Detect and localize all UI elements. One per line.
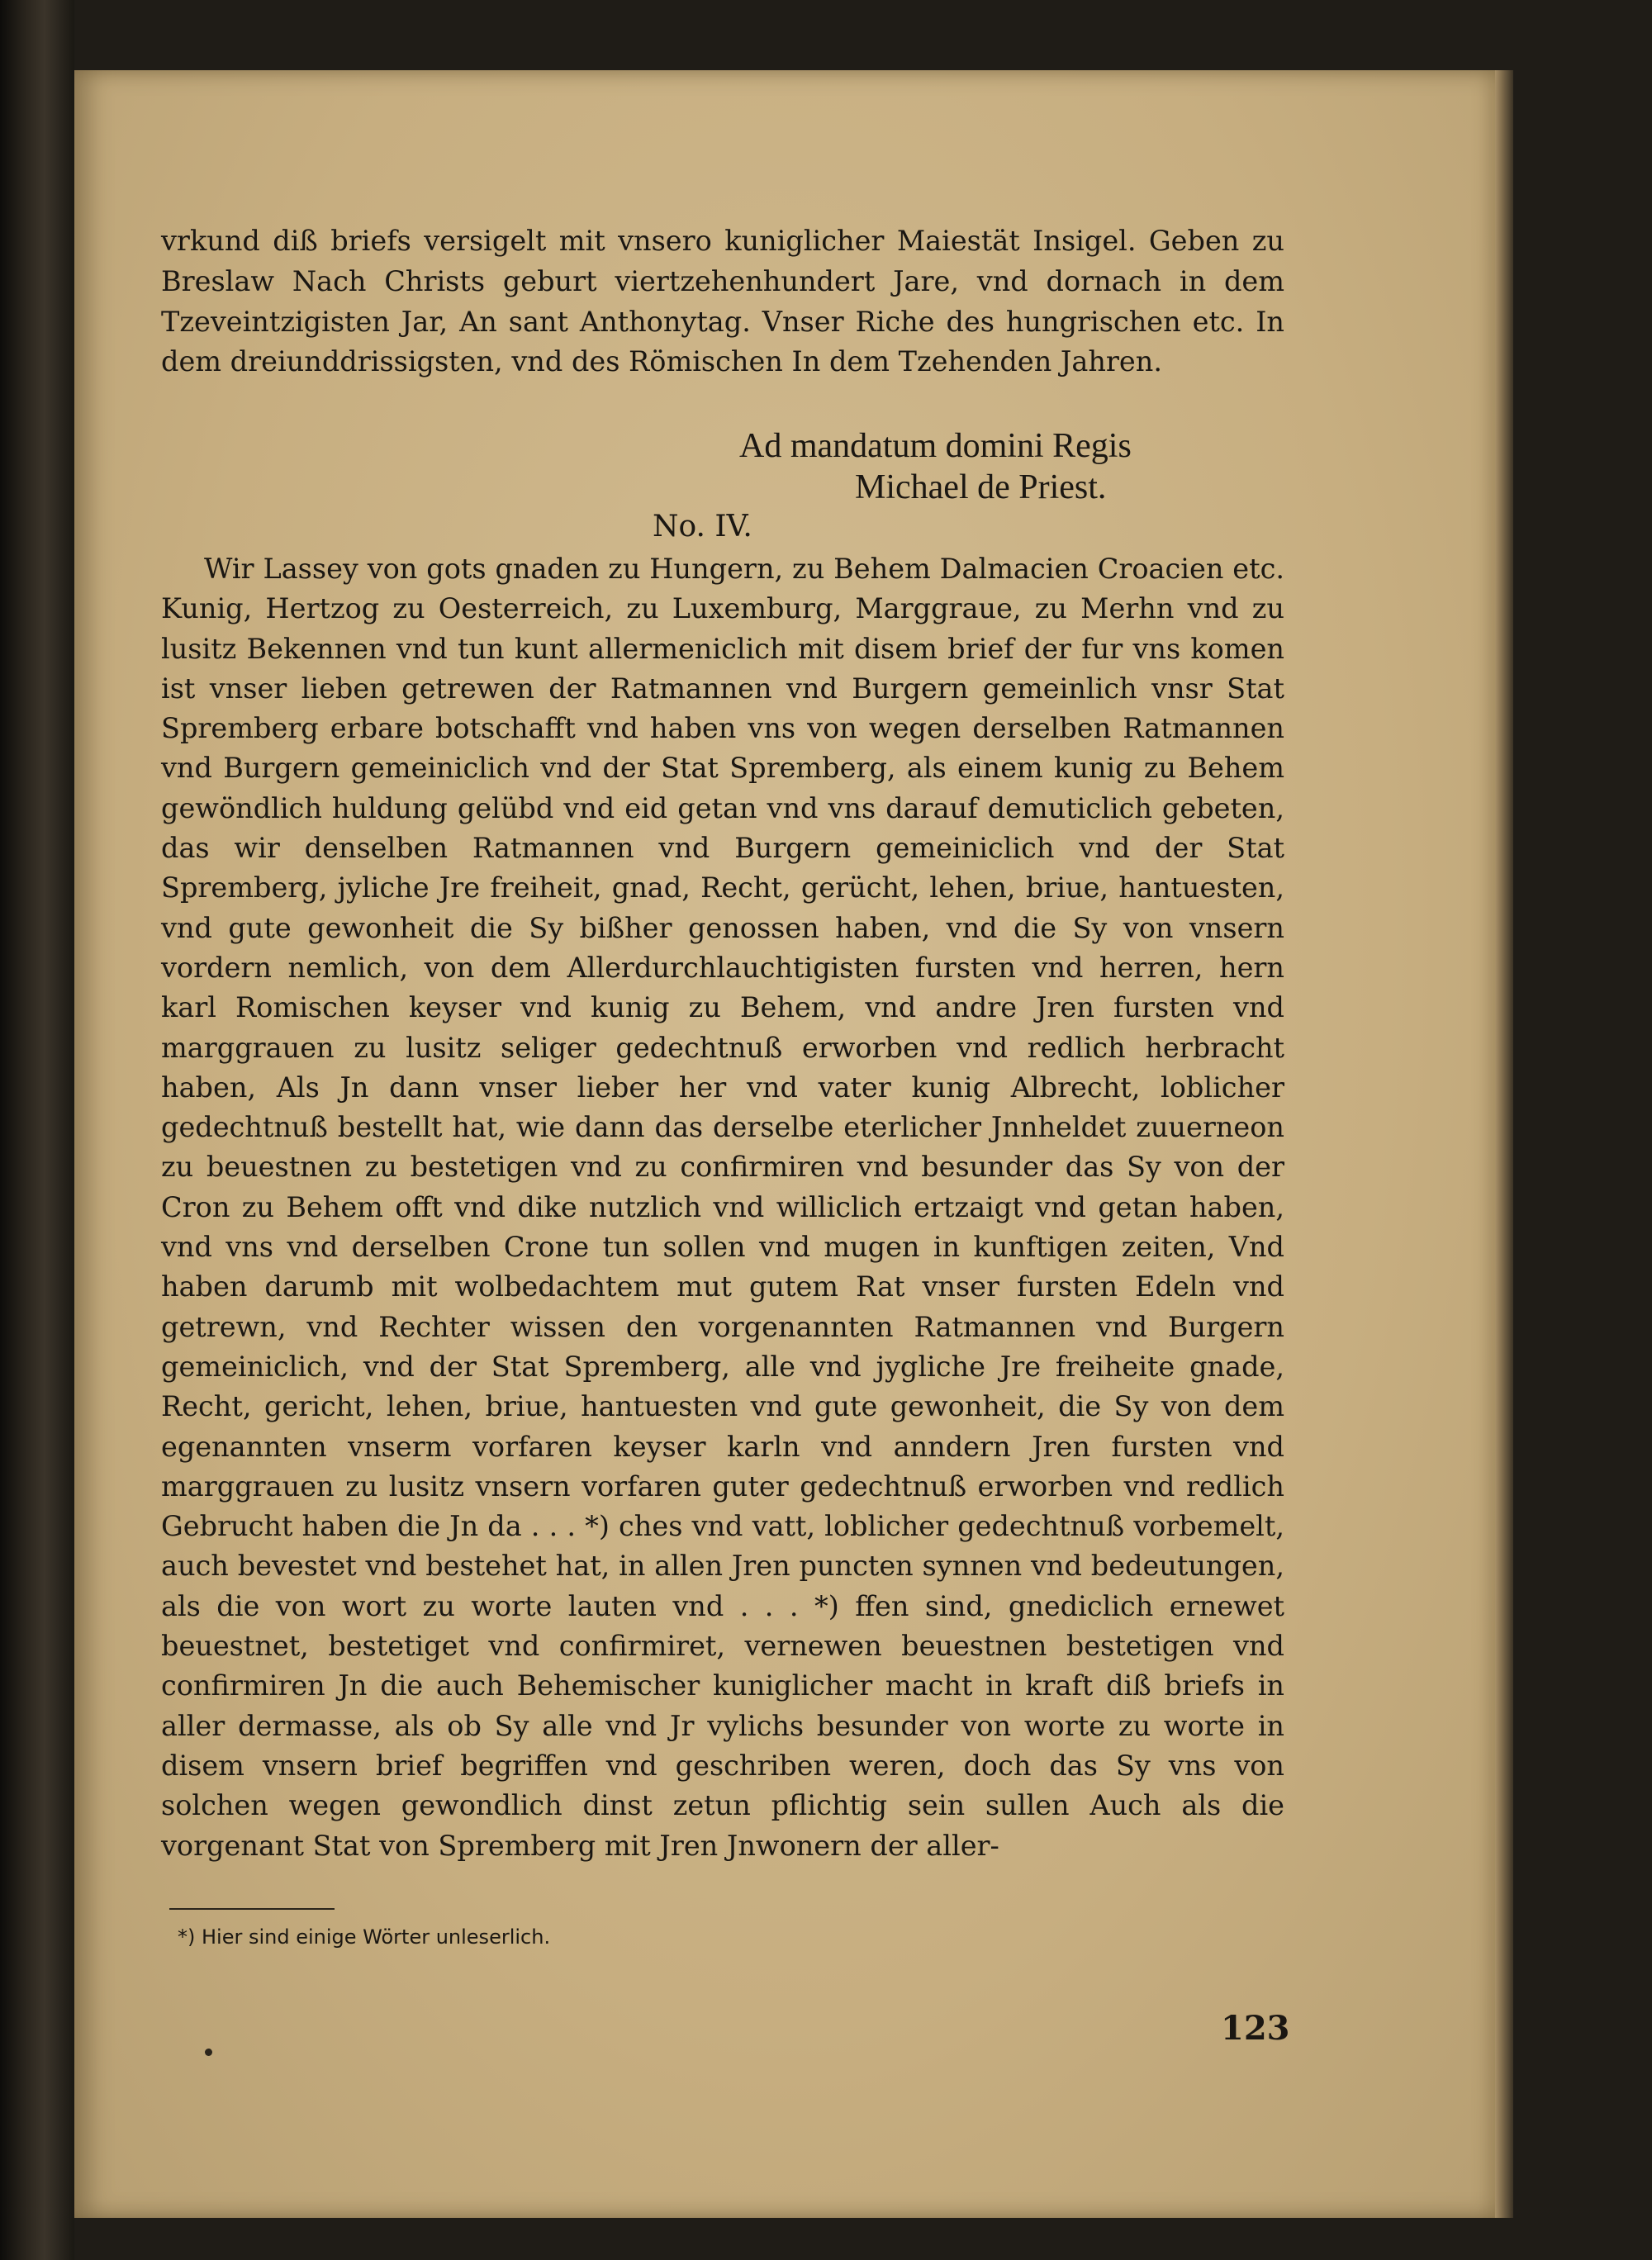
document-heading: No. IV.	[653, 510, 752, 544]
mandate-signature	[739, 425, 1132, 508]
mandate-line-1: Ad mandatum domini Regis	[739, 427, 1132, 465]
book-spine	[0, 0, 74, 2260]
footnote: *) Hier sind einige Wörter unleserlich.	[178, 1925, 551, 1949]
footnote-rule	[169, 1908, 335, 1910]
opening-paragraph	[161, 221, 1284, 382]
mandate-line-2: Michael de Priest.	[855, 468, 1107, 506]
document-body	[161, 549, 1284, 1866]
paper-speck	[205, 2049, 212, 2056]
opening-text: vrkund diß briefs versigelt mit vnsero kuniglicher Maiestät Insigel. Geben zu Breslaw Nach Christs geburt viertzehenhundert Jare, vnd dornach in dem Tzeveintzigisten Jar, An sant Anthonytag. Vnser Riche des hungrischen etc. In dem dreiunddrissigsten, vnd des Römischen In dem Tzehenden Jahren.	[161, 225, 1284, 378]
page-edge	[1495, 70, 1513, 2218]
page-number: 123	[1221, 2009, 1290, 2048]
body-text: Wir Lassey von gots gnaden zu Hungern, zu Behem Dalmacien Croacien etc. Kunig, Hertzog zu Oesterreich, zu Luxemburg, Marggraue, zu Merhn vnd zu lusitz Bekennen vnd tun kunt allermeniclich mit disem brief der fur vns komen ist vnser lieben getrewen der Ratmannen vnd Burgern gemeinlich vnsr Stat Spremberg erbare botschafft vnd haben vns von wegen derselben Ratmannen vnd Burgern gemeiniclich vnd der Stat Spremberg, als einem kunig zu Behem gewöndlich huldung gelübd vnd eid getan vnd vns darauf demuticlich gebeten, das wir denselben Ratmannen vnd Burgern gemeiniclich vnd der Stat Spremberg, jyliche Jre freiheit, gnad, Recht, gerücht, lehen, briue, hantuesten, vnd gute gewonheit die Sy bißher genossen haben, vnd die Sy von vnsern vordern nemlich, von dem Allerdurchlauchtigisten fursten vnd herren, hern karl Romischen keyser vnd kunig zu Behem, vnd andre Jren fursten vnd marggrauen zu lusitz seliger gedechtnuß erworben vnd redlich herbracht haben, Als Jn dann vnser lieber her vnd vater kunig Albrecht, loblicher gedechtnuß bestellt hat, wie dann das derselbe eterlicher Jnnheldet zuuerneon zu beuestnen zu bestetigen vnd zu confirmiren vnd besunder das Sy von der Cron zu Behem offt vnd dike nutzlich vnd williclich ertzaigt vnd getan haben, vnd vns vnd derselben Crone tun sollen vnd mugen in kunftigen zeiten, Vnd haben darumb mit wolbedachtem mut gutem Rat vnser fursten Edeln vnd getrewn, vnd Rechter wissen den vorgenannten Ratmannen vnd Burgern gemeiniclich, vnd der Stat Spremberg, alle vnd jygliche Jre freiheite gnade, Recht, gericht, lehen, briue, hantuesten vnd gute gewonheit, die Sy von dem egenannten vnserm vorfaren keyser karln vnd anndern Jren fursten vnd marggrauen zu lusitz vnsern vorfaren guter gedechtnuß erworben vnd redlich Gebrucht haben die Jn da . . . *) ches vnd vatt, loblicher gedechtnuß vorbemelt, auch bevestet vnd bestehet hat, in allen Jren puncten synnen vnd bedeutungen, als die von wort zu worte lauten vnd . . . *) ffen sind, gnediclich ernewet beuestnet, bestetiget vnd confirmiret, vernewen beuestnen bestetigen vnd confirmiren Jn die auch Behemischer kuniglicher macht in kraft diß briefs in aller dermasse, als ob Sy alle vnd Jr vylichs besunder von worte zu worte in disem vnsern brief begriffen vnd geschriben weren, doch das Sy vns von solchen wegen gewondlich dinst zetun pflichtig sein sullen Auch als die vorgenant Stat von Spremberg mit Jren Jnwonern der aller-	[161, 553, 1284, 1862]
